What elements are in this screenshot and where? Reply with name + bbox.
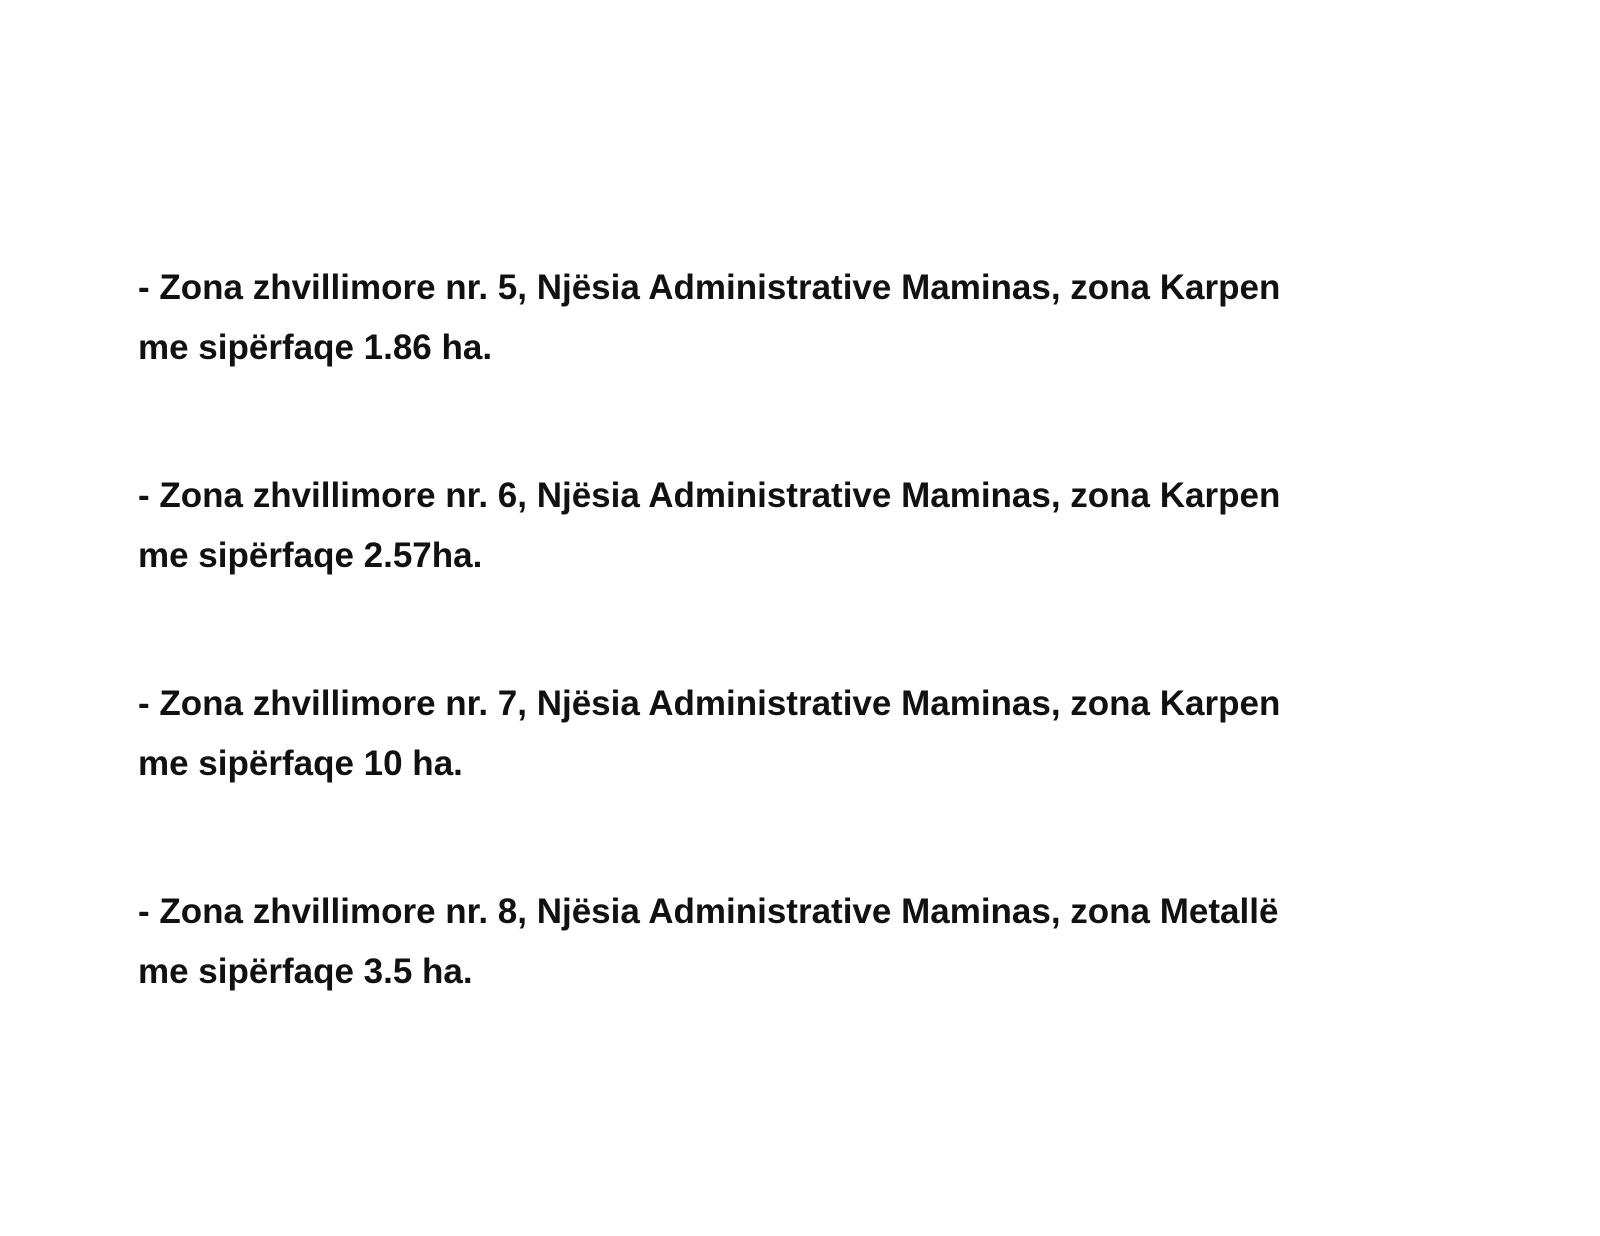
zone-item-6 [138, 466, 1538, 586]
zone-item-title: - Zona zhvillimore nr. 8, Njësia Administrative Maminas, zona Metallë [138, 892, 1279, 931]
zone-item-title: - Zona zhvillimore nr. 5, Njësia Administrative Maminas, zona Karpen [138, 268, 1281, 307]
zone-item-title: - Zona zhvillimore nr. 7, Njësia Administrative Maminas, zona Karpen [138, 684, 1281, 723]
zone-item-area: me sipërfaqe 2.57ha. [138, 536, 483, 575]
zone-item-title: - Zona zhvillimore nr. 6, Njësia Administrative Maminas, zona Karpen [138, 476, 1281, 515]
zone-item-7 [138, 674, 1538, 794]
zone-item-area: me sipërfaqe 10 ha. [138, 744, 463, 783]
zone-item-8 [138, 882, 1538, 1002]
zone-item-area: me sipërfaqe 3.5 ha. [138, 952, 473, 991]
zone-item-5 [138, 258, 1538, 378]
zone-item-area: me sipërfaqe 1.86 ha. [138, 328, 493, 367]
development-zone-list [138, 258, 1538, 1002]
